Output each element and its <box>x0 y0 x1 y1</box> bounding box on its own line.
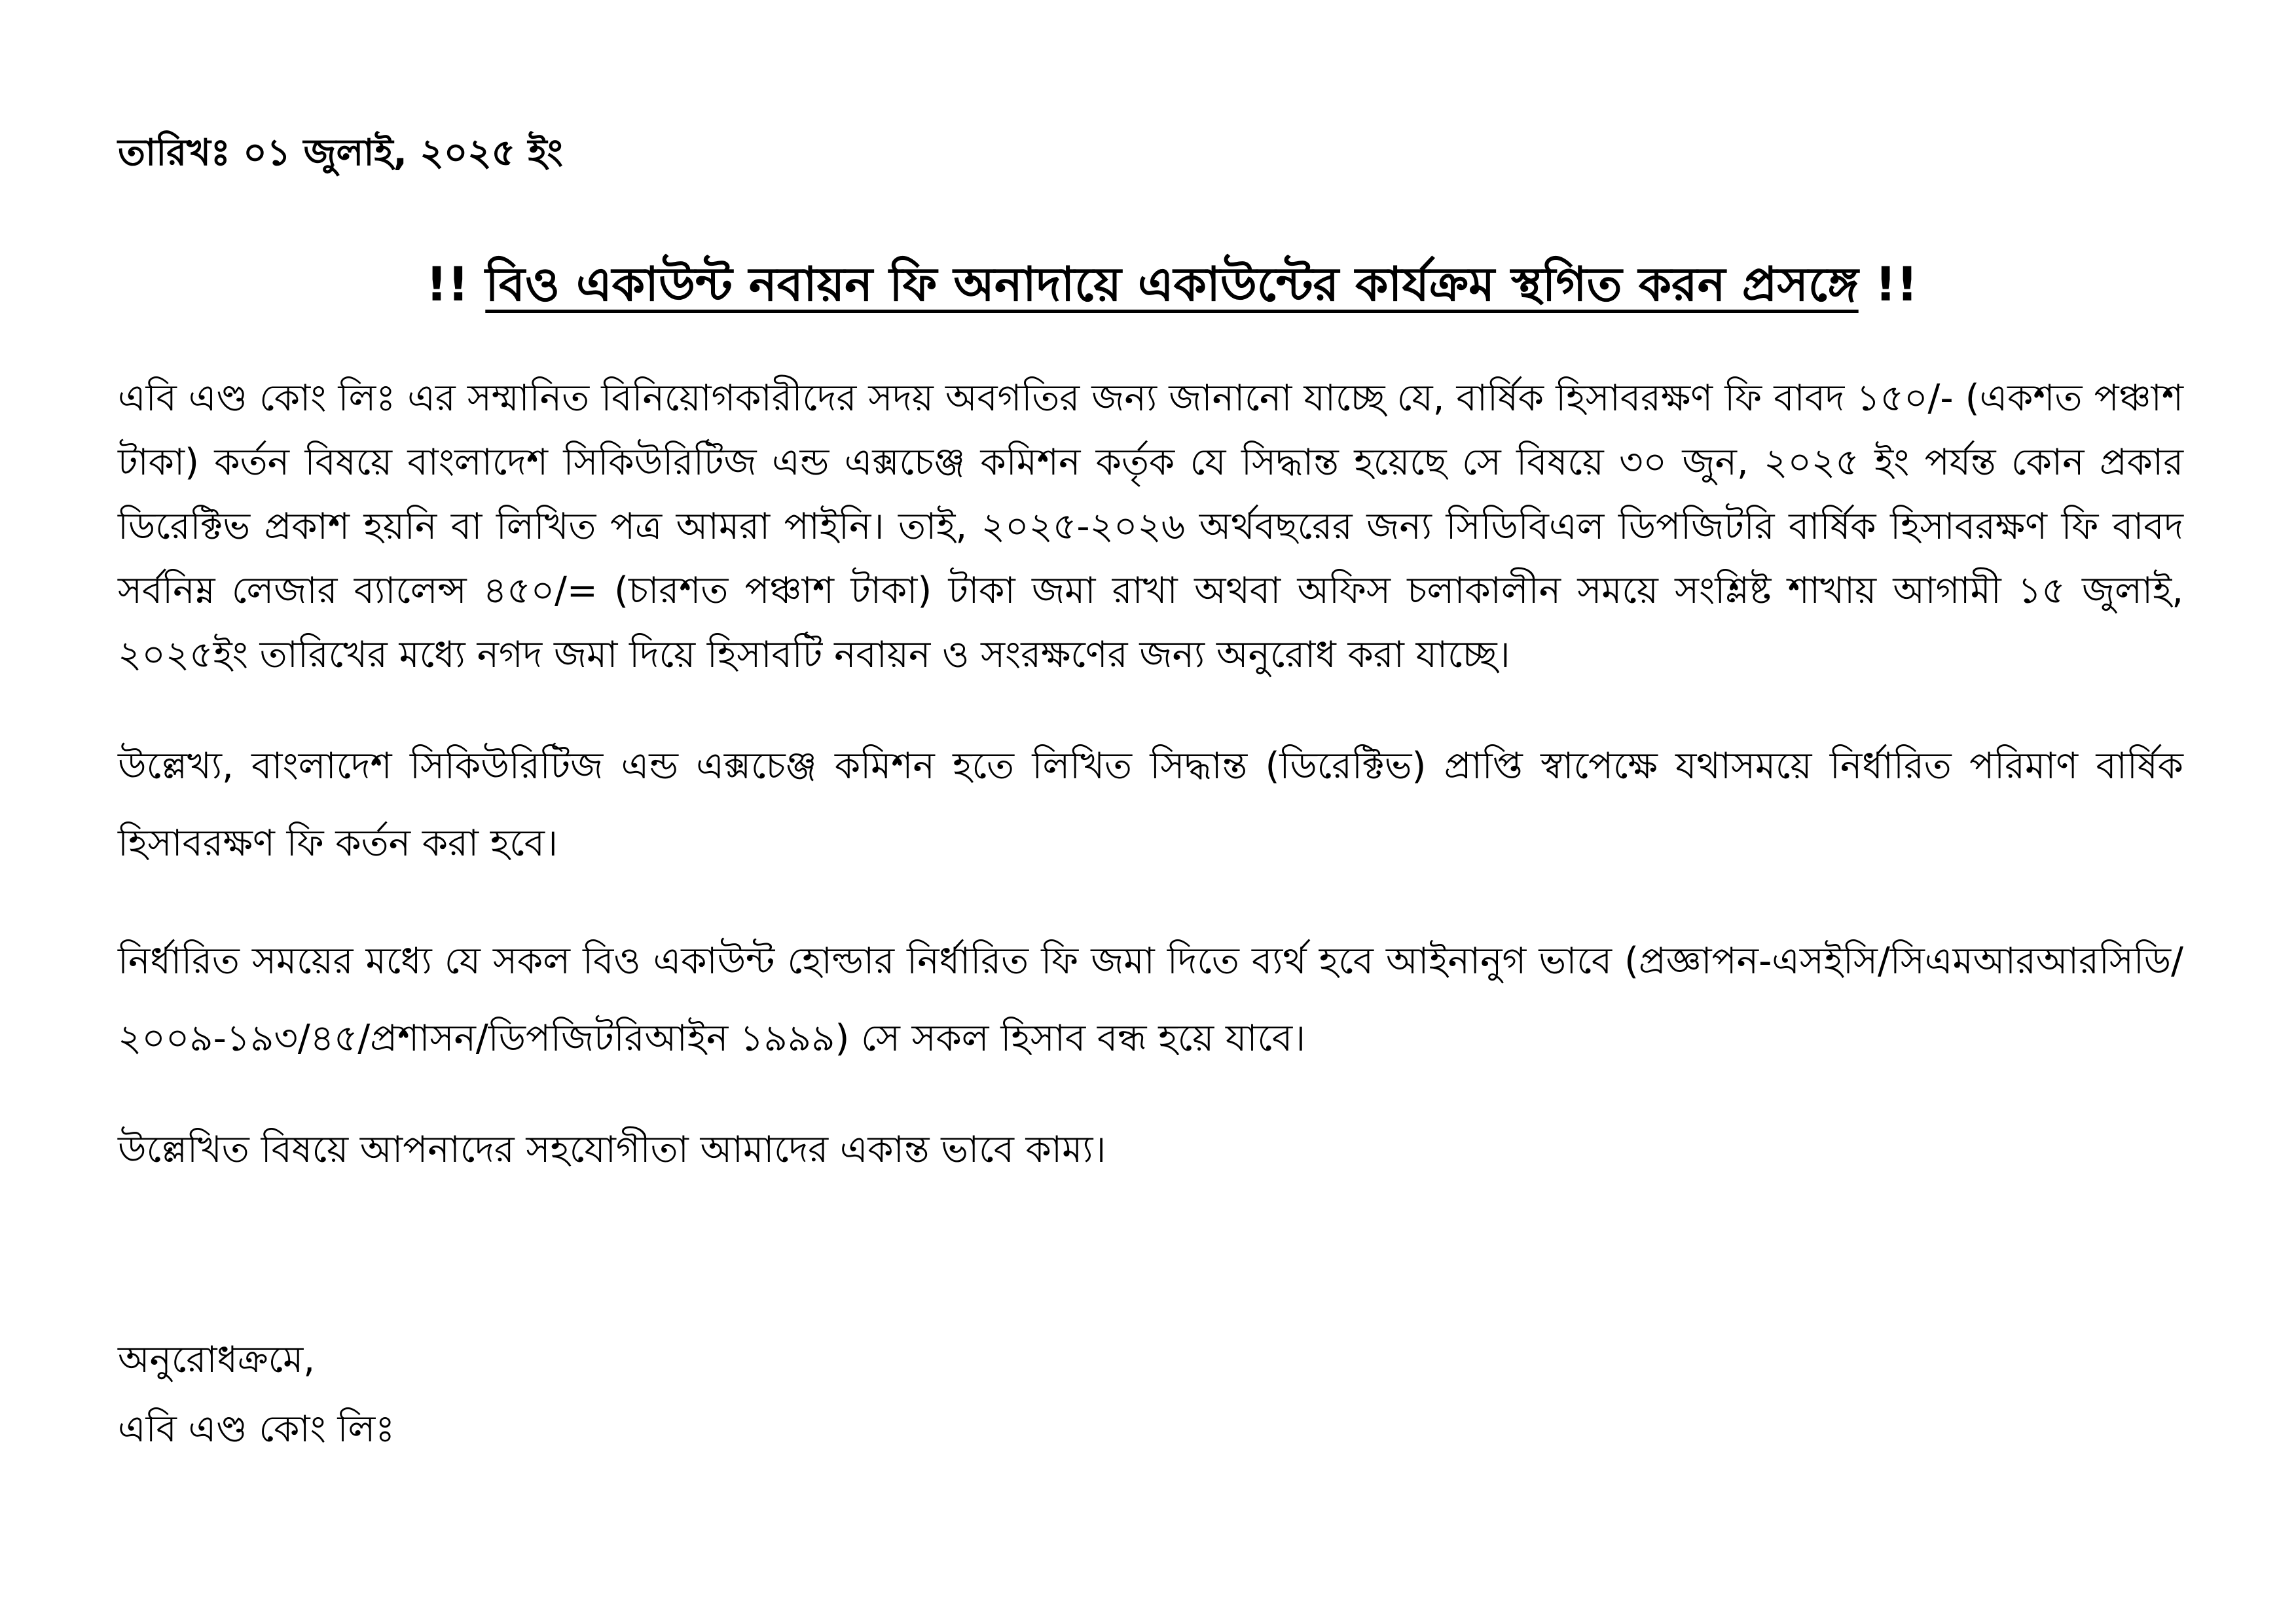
body-paragraph-renewal-request: এবি এণ্ড কোং লিঃ এর সম্মানিত বিনিয়োগকারীদের সদয় অবগতির জন্য জানানো যাচ্ছে যে, বার্ষিক হিসাবরক্ষণ ফি বাবদ ১৫০/- (একশত পঞ্চাশ টাকা) কর্তন বিষয়ে বাংলাদেশ সিকিউরিটিজ এন্ড এক্সচেঞ্জ কমিশন কর্তৃক যে সিদ্ধান্ত হয়েছে সে বিষয়ে ৩০ জুন, ২০২৫ ইং পর্যন্ত কোন প্রকার ডিরেক্টিভ প্রকাশ হয়নি বা লিখিত পত্র আমরা পাইনি। তাই, ২০২৫-২০২৬ অর্থবছরের জন্য সিডিবিএল ডিপজিটরি বার্ষিক হিসাবরক্ষণ ফি বাবদ সর্বনিম্ন লেজার ব্যালেন্স ৪৫০/= (চারশত পঞ্চাশ টাকা) টাকা জমা রাখা অথবা অফিস চলাকালীন সময়ে সংশ্লিষ্ট শাখায় আগামী ১৫ জুলাই, ২০২৫ইং তারিখের মধ্যে নগদ জমা দিয়ে হিসাবটি নবায়ন ও সংরক্ষণের জন্য অনুরোধ করা যাচ্ছে। <box>118 377 2183 676</box>
subject-title: বিও একাউন্ট নবায়ন ফি অনাদায়ে একাউন্টের কার্যক্রম স্থগিত করন প্রসঙ্গে <box>485 257 1859 312</box>
signatory-name: এবি এণ্ড কোং লিঃ <box>118 1408 395 1451</box>
body-paragraph-fee-deduction-note: উল্লেখ্য, বাংলাদেশ সিকিউরিটিজ এন্ড এক্সচেঞ্জ কমিশন হতে লিখিত সিদ্ধান্ত (ডিরেক্টিভ) প্রাপ্তি স্বাপেক্ষে যথাসময়ে নির্ধারিত পরিমাণ বার্ষিক হিসাবরক্ষণ ফি কর্তন করা হবে। <box>118 745 2183 865</box>
subject-suffix-marks: !! <box>1874 257 1918 312</box>
notice-closing <box>118 1326 395 1464</box>
body-paragraph-cooperation: উল্লেখিত বিষয়ে আপনাদের সহযোগীতা আমাদের একান্ত ভাবে কাম্য। <box>118 1128 1106 1171</box>
notice-body <box>118 367 2183 1223</box>
notice-date: তারিখঃ ০১ জুলাই, ২০২৫ ইং <box>118 132 563 174</box>
closing-phrase: অনুরোধক্রমে, <box>118 1339 316 1381</box>
subject-prefix-marks: !! <box>426 257 469 312</box>
body-paragraph-account-closure-warning: নির্ধারিত সময়ের মধ্যে যে সকল বিও একাউন্ট হোল্ডার নির্ধারিত ফি জমা দিতে ব্যর্থ হবে আইনানুগ ভাবে (প্রজ্ঞাপন-এসইসি/সিএমআরআরসিডি/২০০৯-১৯৩/৪৫/প্রশাসন/ডিপজিটরিআইন ১৯৯৯) সে সকল হিসাব বন্ধ হয়ে যাবে। <box>118 940 2183 1060</box>
notice-subject <box>157 249 2187 327</box>
